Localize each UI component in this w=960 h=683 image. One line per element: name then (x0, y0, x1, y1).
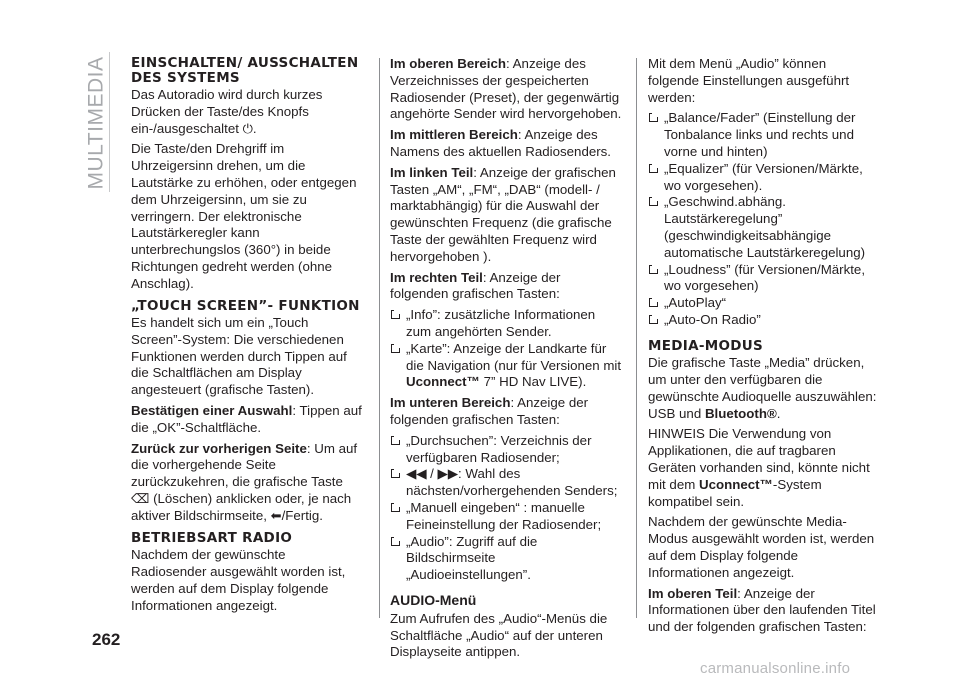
bullet-icon (649, 113, 658, 122)
list-item: ◀◀ / ▶▶: Wahl des nächsten/vorhergehenden Senders; (390, 466, 622, 500)
back-arrow-icon: ⬅ (270, 507, 282, 523)
paragraph: Es handelt sich um ein „Touch Screen”-System: Die verschiedenen Funktionen werden durch Tippen auf die Schaltflächen am Display angesteuert (grafische Tasten). (131, 315, 347, 398)
column-3 (648, 56, 880, 640)
bullet-icon (649, 298, 658, 307)
side-rule (109, 52, 110, 192)
bullet-icon (391, 344, 400, 353)
paragraph: HINWEIS Die Verwendung von Applikationen, die auf tragbaren Geräten vorhanden sind, könnte nicht mit dem Uconnect™-System kompatibel sein. (648, 426, 870, 509)
paragraph: Die Taste/den Drehgriff im Uhrzeigersinn drehen, um die Lautstärke zu erhöhen, oder entgegen dem Uhrzeigersinn, um sie zu verringern. Der elektronische Lautstärkeregler kann unterbrechungslos (360°) in beide Richtungen gedreht werden (ohne Anschlag). (131, 141, 357, 291)
paragraph: Nachdem der gewünschte Radiosender ausgewählt worden ist, werden auf dem Display folgende Informationen angezeigt. (131, 547, 346, 613)
list-item: „Info”: zusätzliche Informationen zum angehörten Sender. (390, 307, 622, 341)
list-item: „Karte”: Anzeige der Landkarte für die Navigation (nur für Versionen mit Uconnect™ 7” HD Nav LIVE). (390, 341, 622, 391)
heading-betriebsart-radio: BETRIEBSART RADIO (131, 529, 293, 546)
paragraph: Zurück zur vorherigen Seite: Um auf die vorhergehende Seite zurückzukehren, die grafische Taste ⌫ (Löschen) anklicken oder, je nach aktiver Bildschirmseite, ⬅/Fertig. (131, 440, 358, 523)
list-item: „Audio”: Zugriff auf die Bildschirmseite „Audioeinstellungen”. (390, 534, 622, 584)
section-side-label: MULTIMEDIA (84, 56, 108, 190)
column-divider (636, 58, 637, 618)
column-divider (379, 58, 380, 618)
list-item: „Equalizer” (für Versionen/Märkte, wo vorgesehen). (648, 161, 880, 195)
power-icon: ⏻ (242, 120, 253, 136)
heading-media-modus: MEDIA-MODUS (648, 337, 764, 354)
page-number: 262 (92, 630, 121, 649)
bullet-icon (649, 164, 658, 173)
paragraph: Nachdem der gewünschte Media-Modus ausgewählt worden ist, werden auf dem Display folgende Informationen angezeigt. (648, 514, 875, 580)
paragraph: Zum Aufrufen des „Audio“-Menüs die Schaltfläche „Audio“ auf der unteren Displayseite antippen. (390, 610, 608, 660)
paragraph: Im unteren Bereich: Anzeige der folgenden grafischen Tasten: (390, 395, 589, 427)
paragraph: Im linken Teil: Anzeige der grafischen Tasten „AM“, „FM“, „DAB“ (modell- / marktabhängig) für die Auswahl der gewünschten Frequenz (die grafische Taste der gewählten Frequenz wird hervorgehoben ). (390, 164, 616, 264)
delete-icon: ⌫ (131, 491, 150, 507)
paragraph: Bestätigen einer Auswahl: Tippen auf die „OK”-Schaltfläche. (131, 403, 362, 435)
column-1 (131, 56, 363, 618)
paragraph: Das Autoradio wird durch kurzes Drücken der Taste/des Knopfs ein-/ausgeschaltet ⏻. (131, 87, 323, 136)
paragraph: Mit dem Menü „Audio” können folgende Einstellungen ausgeführt werden: (648, 56, 850, 105)
paragraph: Im oberen Bereich: Anzeige des Verzeichnisses der gespeicherten Radiosender (Preset), der gegenwärtig angehörte Sender wird hervorgehoben. (390, 56, 622, 122)
bullet-icon (649, 197, 658, 206)
bullet-icon (391, 503, 400, 512)
list-item: „Durchsuchen”: Verzeichnis der verfügbaren Radiosender; (390, 433, 622, 467)
list-item: „Auto-On Radio” (648, 312, 880, 329)
bullet-icon (391, 537, 400, 546)
heading-einschalten: EINSCHALTEN/ AUSSCHALTEN DES SYSTEMS (131, 55, 359, 86)
subheading-audio-menu: AUDIO-Menü (390, 591, 477, 608)
bullet-icon (649, 315, 658, 324)
bullet-icon (391, 310, 400, 319)
list-item: „Loudness” (für Versionen/Märkte, wo vorgesehen) (648, 262, 880, 296)
bullet-icon (391, 469, 400, 478)
bullet-icon (649, 265, 658, 274)
list-item: „Balance/Fader” (Einstellung der Tonbalance links und rechts und vorne und hinten) (648, 110, 880, 160)
list-item: „AutoPlay“ (648, 295, 880, 312)
list-item: „Geschwind.abhäng. Lautstärkeregelung” (geschwindigkeitsabhängige automatische Lautstärkeregelung) (648, 194, 880, 261)
paragraph: Im oberen Teil: Anzeige der Informationen über den laufenden Titel und der folgenden grafischen Tasten: (648, 585, 876, 635)
column-2 (390, 56, 622, 665)
list-item: „Manuell eingeben“ : manuelle Feineinstellung der Radiosender; (390, 500, 622, 534)
watermark: carmanualsonline.info (700, 660, 851, 677)
bullet-icon (391, 436, 400, 445)
heading-touch-screen: „TOUCH SCREEN”- FUNKTION (131, 297, 360, 314)
paragraph: Im mittleren Bereich: Anzeige des Namens des aktuellen Radiosenders. (390, 127, 612, 159)
seek-icons: ◀◀ / ▶▶ (406, 466, 458, 482)
paragraph: Im rechten Teil: Anzeige der folgenden grafischen Tasten: (390, 269, 561, 302)
paragraph: Die grafische Taste „Media” drücken, um unter den verfügbaren die gewünschte Audioquelle auszuwählen: USB und Bluetooth®. (648, 355, 877, 421)
